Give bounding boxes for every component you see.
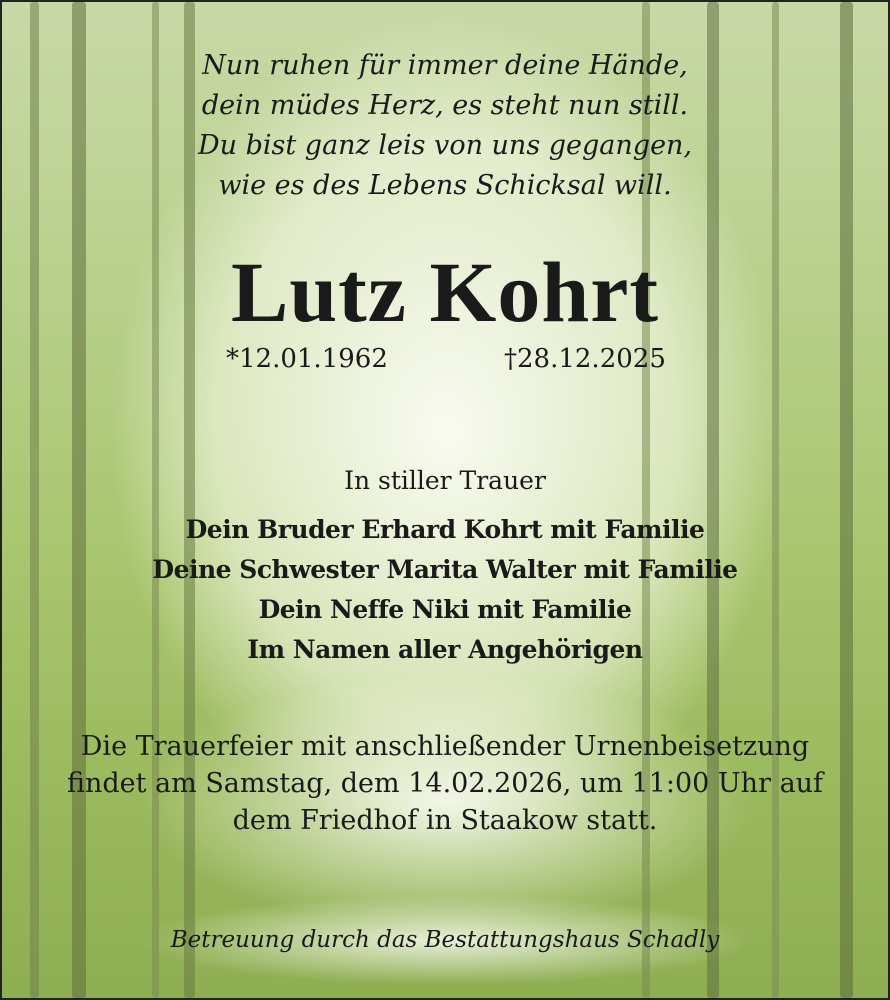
mourner: Dein Neffe Niki mit Familie (258, 595, 632, 624)
poem (2, 46, 888, 206)
poem-line: Du bist ganz leis von uns gegangen, (197, 130, 693, 161)
life-dates (2, 344, 890, 384)
poem-line: Nun ruhen für immer deine Hände, (202, 50, 688, 81)
birth-date: *12.01.1962 (226, 344, 388, 374)
service-info (2, 728, 888, 839)
mourning-intro: In stiller Trauer (344, 466, 546, 495)
mourner: Deine Schwester Marita Walter mit Familie (152, 555, 738, 584)
service-line: Die Trauerfeier mit anschließender Urnenbeisetzung (80, 731, 810, 762)
funeral-home-credit: Betreuung durch das Bestattungshaus Schadly (170, 927, 720, 953)
poem-line: wie es des Lebens Schicksal will. (218, 170, 672, 201)
mourner: Im Namen aller Angehörigen (247, 635, 643, 664)
mourners-list (2, 510, 888, 670)
service-line: findet am Samstag, dem 14.02.2026, um 11:00 Uhr auf (66, 768, 824, 799)
deceased-name: Lutz Kohrt (230, 244, 660, 340)
death-date: †28.12.2025 (504, 344, 666, 374)
service-line: dem Friedhof in Staakow statt. (232, 805, 658, 836)
poem-line: dein müdes Herz, es steht nun still. (201, 90, 689, 121)
mourner: Dein Bruder Erhard Kohrt mit Familie (185, 515, 705, 544)
